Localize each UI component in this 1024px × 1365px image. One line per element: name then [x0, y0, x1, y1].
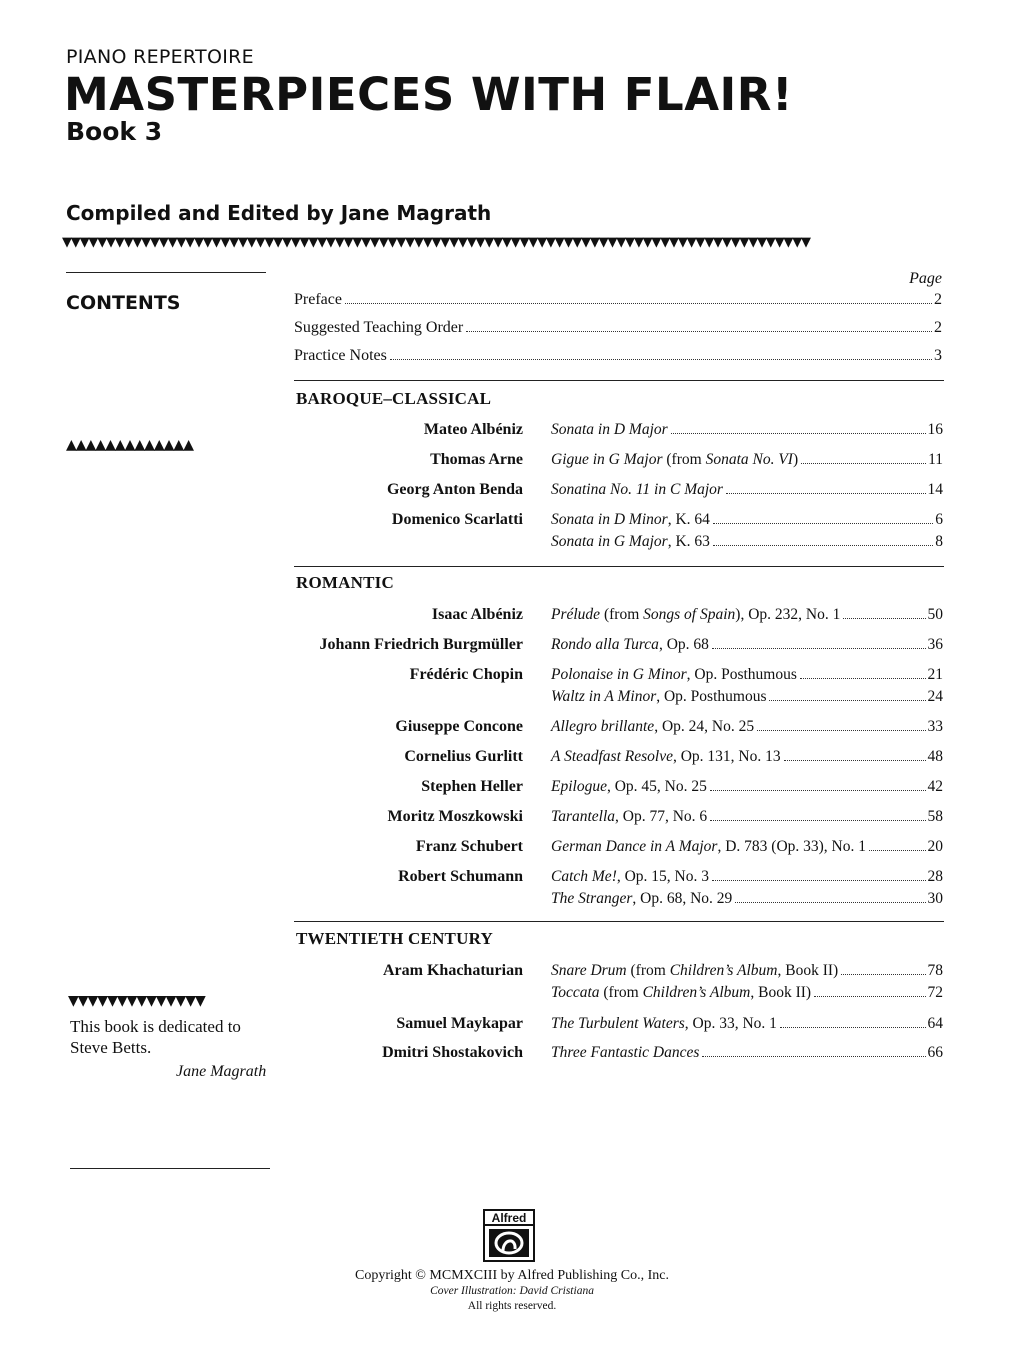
page-number: 16 — [927, 421, 943, 438]
work-title-text: , Op. 15, No. 3 — [616, 868, 709, 885]
alfred-logo — [483, 1209, 535, 1262]
composer-name: Robert Schumann — [398, 868, 523, 885]
leader-dots — [712, 648, 926, 649]
entry-title — [551, 688, 766, 706]
work-title-italic: Sonata in D Major — [551, 421, 668, 438]
toc-entry — [551, 808, 943, 826]
leader-dots — [769, 700, 925, 701]
composer-name: Stephen Heller — [421, 778, 523, 795]
work-title-text: ) — [792, 451, 799, 468]
toc-entry — [551, 984, 943, 1002]
toc-entry — [551, 688, 943, 706]
entry-title — [551, 1044, 699, 1062]
compiled-by: Compiled and Edited by Jane Magrath — [66, 201, 492, 225]
work-title-italic: Allegro brillante — [551, 718, 655, 735]
entry-title — [551, 718, 754, 736]
work-title-text: , K. 63 — [667, 533, 710, 550]
entry-title — [551, 868, 709, 886]
section-rule — [294, 566, 944, 567]
page-number: 8 — [935, 533, 943, 550]
toc-entry — [551, 533, 943, 551]
composer-name: Georg Anton Benda — [386, 481, 523, 498]
rights-notice: All rights reserved. — [467, 1300, 557, 1312]
page-number: 50 — [927, 606, 943, 623]
work-title-italic: Children’s Album — [642, 984, 751, 1001]
leader-dots — [814, 996, 925, 997]
toc-entry — [551, 962, 943, 980]
composer-name: Mateo Albéniz — [423, 421, 523, 438]
work-title-text: (from — [599, 984, 643, 1001]
leader-dots — [735, 902, 925, 903]
toc-entry — [551, 636, 943, 654]
page-number: 42 — [927, 778, 943, 795]
page-number: 36 — [927, 636, 943, 653]
alfred-logo-text: Alfred — [491, 1211, 527, 1225]
work-title-text: , Op. 33, No. 1 — [684, 1015, 777, 1032]
series-label: PIANO REPERTOIRE — [66, 46, 254, 68]
book-number: Book 3 — [66, 117, 163, 146]
page-number: 21 — [927, 666, 943, 683]
work-title-italic: Children’s Album — [669, 962, 778, 979]
leader-dots — [671, 433, 926, 434]
toc-entry — [294, 291, 942, 309]
entry-title — [551, 984, 811, 1002]
page-number: 6 — [935, 511, 943, 528]
leader-dots — [390, 359, 932, 360]
entry-title — [551, 808, 707, 826]
toc-entry — [294, 319, 942, 337]
page-number: 28 — [927, 868, 943, 885]
toc-entry — [551, 890, 943, 908]
toc-entry — [294, 347, 942, 365]
toc-entry — [551, 481, 943, 499]
work-title-italic: Three Fantastic Dances — [551, 1044, 700, 1061]
dedication-bottom-rule — [70, 1168, 270, 1169]
section-rule — [294, 380, 944, 381]
toc-entry — [551, 718, 943, 736]
entry-title: Suggested Teaching Order — [294, 319, 464, 336]
work-title-text: ), Op. 232, No. 1 — [735, 606, 841, 623]
copyright-notice: Copyright © MCMXCIII by Alfred Publishing Co., Inc. — [355, 1268, 669, 1283]
toc-entry — [551, 1044, 943, 1062]
leader-dots — [757, 730, 925, 731]
entry-title — [551, 1015, 777, 1033]
work-title-italic: Rondo alla Turca — [551, 636, 659, 653]
toc-entry — [551, 606, 943, 624]
work-title-italic: Toccata — [551, 984, 600, 1001]
toc-entry — [551, 838, 943, 856]
work-title-text: (from — [662, 451, 706, 468]
entry-title — [551, 451, 798, 469]
section-rule — [294, 921, 944, 922]
entry-title — [551, 481, 723, 499]
work-title-text: , Op. 68, No. 29 — [632, 890, 733, 907]
left-triangle-ornament: ▲▲▲▲▲▲▲▲▲▲▲▲▲ — [66, 438, 193, 452]
work-title-italic: The Stranger — [551, 890, 633, 907]
work-title-italic: Snare Drum — [551, 962, 627, 979]
contents-heading: CONTENTS — [66, 292, 181, 314]
composer-name: Giuseppe Concone — [395, 718, 523, 735]
leader-dots — [801, 463, 926, 464]
section-heading: BAROQUE–CLASSICAL — [296, 389, 492, 408]
section-heading: ROMANTIC — [296, 573, 394, 592]
leader-dots — [843, 618, 925, 619]
work-title-italic: A Steadfast Resolve — [551, 748, 673, 765]
composer-name: Johann Friedrich Burgmüller — [319, 636, 523, 653]
composer-name: Aram Khachaturian — [383, 962, 523, 979]
work-title-italic: Sonata in G Major — [551, 533, 668, 550]
entry-title — [551, 511, 710, 529]
page-column-heading: Page — [909, 270, 942, 287]
work-title-italic: Tarantella — [551, 808, 616, 825]
entry-title — [551, 778, 707, 796]
leader-dots — [726, 493, 926, 494]
work-title-italic: Polonaise in G Minor — [551, 666, 687, 683]
toc-entry — [551, 868, 943, 886]
composer-name: Domenico Scarlatti — [391, 511, 523, 528]
work-title-text: , Op. 68 — [658, 636, 709, 653]
work-title-italic: Sonatina No. 11 in C Major — [551, 481, 723, 498]
entry-title — [551, 636, 709, 654]
page-number: 64 — [927, 1015, 943, 1032]
toc-entry — [551, 1015, 943, 1033]
page-number: 78 — [927, 962, 943, 979]
composer-name: Isaac Albéniz — [431, 606, 523, 623]
work-title-text: , Op. Posthumous — [686, 666, 797, 683]
page-number: 30 — [927, 890, 943, 907]
leader-dots — [345, 303, 932, 304]
entry-title — [551, 962, 838, 980]
toc-entry — [551, 421, 943, 439]
work-title-text: , Op. 45, No. 25 — [606, 778, 707, 795]
page-number: 14 — [927, 481, 943, 498]
leader-dots — [841, 974, 925, 975]
work-title-text: , K. 64 — [667, 511, 710, 528]
entry-title — [551, 748, 781, 766]
work-title-text: (from — [626, 962, 670, 979]
leader-dots — [784, 760, 926, 761]
contents-top-rule — [66, 272, 266, 273]
book-title: MASTERPIECES WITH FLAIR! — [64, 68, 793, 121]
work-title-italic: The Turbulent Waters — [551, 1015, 685, 1032]
entry-title — [551, 838, 866, 856]
entry-title — [551, 890, 732, 908]
work-title-text: , Book II) — [777, 962, 839, 979]
leader-dots — [702, 1056, 925, 1057]
leader-dots — [780, 1027, 926, 1028]
composer-name: Thomas Arne — [430, 451, 523, 468]
leader-dots — [869, 850, 926, 851]
leader-dots — [710, 790, 926, 791]
section-heading: TWENTIETH CENTURY — [296, 929, 493, 948]
work-title-italic: Epilogue — [551, 778, 607, 795]
page-number: 58 — [927, 808, 943, 825]
page-number: 24 — [927, 688, 943, 705]
leader-dots — [466, 331, 932, 332]
page-number: 3 — [934, 347, 942, 364]
toc-entry — [551, 666, 943, 684]
entry-title: Preface — [294, 291, 342, 308]
work-title-italic: Sonata No. VI — [705, 451, 793, 468]
entry-title — [551, 666, 797, 684]
entry-title: Practice Notes — [294, 347, 387, 364]
work-title-italic: Catch Me! — [551, 868, 617, 885]
toc-entry — [551, 451, 943, 469]
work-title-italic: German Dance in A Major — [551, 838, 718, 855]
page-number: 33 — [927, 718, 943, 735]
leader-dots — [713, 545, 933, 546]
entry-title — [551, 533, 710, 551]
cover-illustration-credit: Cover Illustration: David Cristiana — [430, 1285, 594, 1297]
work-title-italic: Songs of Spain — [643, 606, 736, 623]
composer-name: Franz Schubert — [415, 838, 523, 855]
leader-dots — [710, 820, 925, 821]
page-number: 2 — [934, 291, 942, 308]
dedication-triangle-ornament: ▼▼▼▼▼▼▼▼▼▼▼▼▼▼ — [68, 994, 205, 1008]
toc-entry — [551, 511, 943, 529]
page-number: 2 — [934, 319, 942, 336]
toc-entry — [551, 778, 943, 796]
work-title-italic: Waltz in A Minor — [551, 688, 657, 705]
work-title-text: , Op. Posthumous — [656, 688, 767, 705]
work-title-text: , D. 783 (Op. 33), No. 1 — [717, 838, 866, 855]
page-number: 11 — [928, 451, 943, 468]
work-title-italic: Sonata in D Minor — [551, 511, 668, 528]
composer-name: Cornelius Gurlitt — [404, 748, 523, 765]
composer-name: Moritz Moszkowski — [387, 808, 523, 825]
dedication-text: This book is dedicated to Steve Betts. — [70, 1017, 241, 1057]
composer-name: Dmitri Shostakovich — [382, 1044, 523, 1061]
page-number: 48 — [927, 748, 943, 765]
composer-name: Samuel Maykapar — [396, 1015, 523, 1032]
leader-dots — [800, 678, 926, 679]
page-number: 66 — [927, 1044, 943, 1061]
toc-entry — [551, 748, 943, 766]
work-title-text: , Op. 77, No. 6 — [615, 808, 708, 825]
work-title-italic: Gigue in G Major — [551, 451, 663, 468]
entry-title — [551, 606, 840, 624]
work-title-italic: Prélude — [551, 606, 601, 623]
entry-title — [551, 421, 668, 439]
work-title-text: , Book II) — [750, 984, 812, 1001]
work-title-text: , Op. 24, No. 25 — [654, 718, 755, 735]
leader-dots — [713, 523, 933, 524]
page-number: 20 — [927, 838, 943, 855]
dedication-signature: Jane Magrath — [176, 1063, 267, 1080]
top-triangle-border: ▼▼▼▼▼▼▼▼▼▼▼▼▼▼▼▼▼▼▼▼▼▼▼▼▼▼▼▼▼▼▼▼▼▼▼▼▼▼▼▼▼▼▼▼▼▼▼▼▼▼▼▼▼▼▼▼▼▼▼▼▼▼▼▼▼▼▼▼▼▼▼▼▼▼▼▼▼▼▼▼▼▼▼▼▼ — [62, 236, 810, 249]
work-title-text: (from — [600, 606, 644, 623]
page-number: 72 — [927, 984, 943, 1001]
leader-dots — [712, 880, 926, 881]
composer-name: Frédéric Chopin — [409, 666, 523, 683]
work-title-text: , Op. 131, No. 13 — [672, 748, 781, 765]
